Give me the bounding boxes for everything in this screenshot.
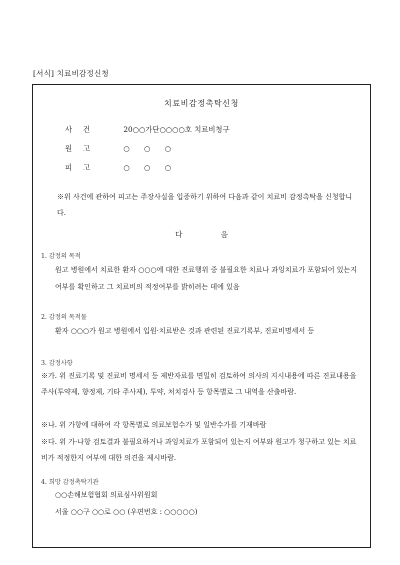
row-plaintiff-label: 원고	[65, 144, 102, 153]
row-case	[65, 125, 230, 135]
section-3-item-c: ※다. 위 가·나항 검토결과 불필요하거나 과잉치료가 포함되어 있는지 여부와 원고가 청구하고 있는 치료비가 적정한지 여부에 대한 의견을 제시바람.	[41, 438, 357, 462]
section-3-item-a: ※가. 위 진료기록 및 진료비 명세서 등 제반자료를 면밀히 검토하여 의사의 지시내용에 따른 진료내용을 주사(투약제, 향정제, 기타 주사제), 투약, 처치검사 등 항목별로 그 내역을 산출바람.	[41, 372, 357, 396]
row-plaintiff-value: ○ ○ ○	[123, 144, 178, 153]
section-2-heading: 2. 감정의 목적물	[41, 314, 87, 321]
form-title: 치료비감정촉탁신청	[164, 99, 239, 108]
caption: [서식] 치료비감정신청	[33, 69, 109, 78]
section-2-body: 환자 ○○○가 원고 병원에서 입원·치료받은 것과 관련된 진료기록부, 진료비명세서 등	[55, 327, 315, 335]
section-4-heading: 4. 희망 감정촉탁기관	[41, 479, 99, 486]
intro-text: ※위 사건에 관하여 피고는 주장사실을 입증하기 위하여 다음과 같이 치료비 감정촉탁을 신청합니다.	[57, 193, 353, 217]
section-3-heading: 3. 감정사항	[41, 360, 73, 367]
row-case-label: 사건	[65, 125, 102, 134]
row-case-value: 20○○가단○○○○호 치료비청구	[123, 125, 230, 134]
row-plaintiff	[65, 144, 177, 154]
section-1-body: 원고 병원에서 치료한 환자 ○○○에 대한 진료행위 중 불필요한 치료나 과잉치료가 포함되어 있는지 여부를 확인하고 그 치료비의 적정여부를 밝히려는 데에 있음	[55, 266, 357, 291]
section-3-item-b: ※나. 위 가항에 대하여 각 항목별로 의료보험수가 및 일반수가를 기재바람	[41, 421, 267, 429]
section-4-line-2: 서울 ○○구 ○○로 ○○ (우편번호 : ○○○○○)	[55, 508, 198, 516]
row-defendant-value: ○ ○ ○	[123, 163, 178, 172]
section-1-heading: 1. 감정의 목적	[41, 253, 81, 260]
dau-heading: 다 음	[175, 230, 228, 239]
form-box	[32, 84, 371, 548]
row-defendant	[65, 163, 177, 173]
row-defendant-label: 피고	[65, 163, 102, 172]
section-4-line-1: ○○손해보험협회 의료심사위원회	[55, 491, 158, 499]
